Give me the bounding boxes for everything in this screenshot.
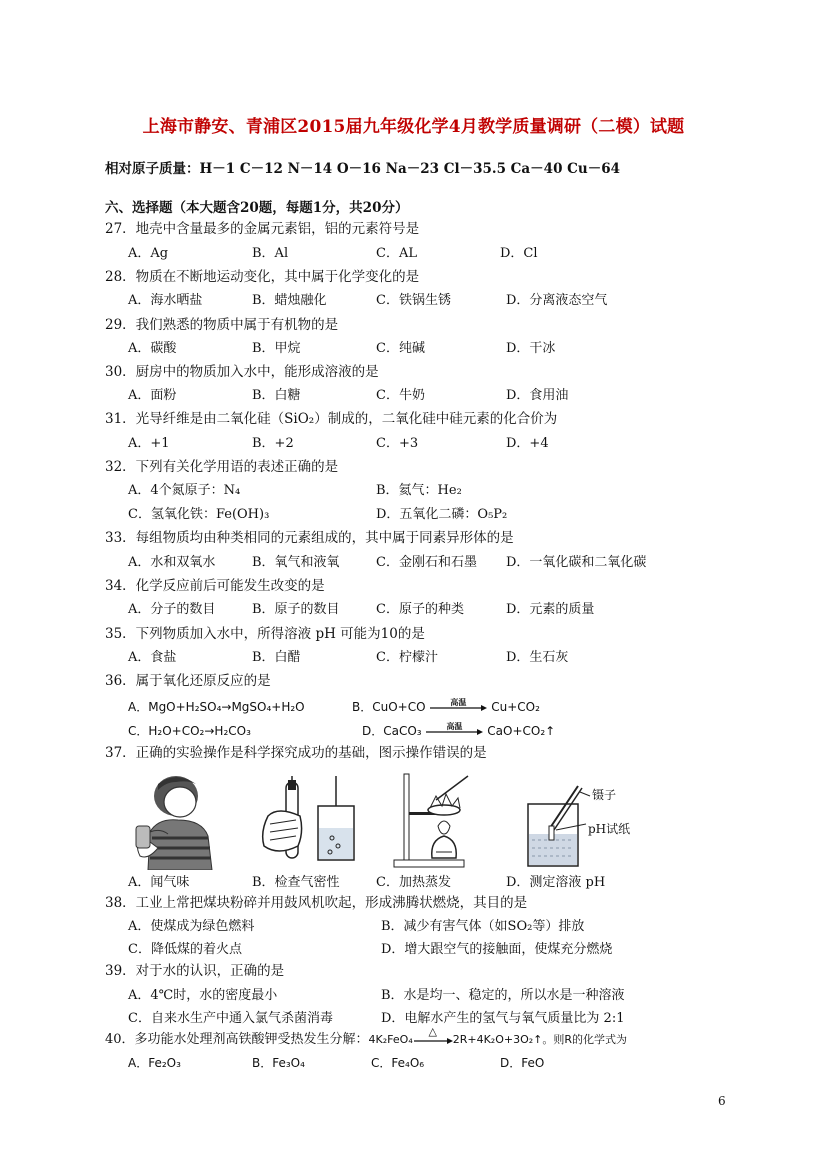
- q32-option-a: A．4个氮原子：N₄: [128, 483, 241, 498]
- q35-option-c: C．柠檬汁: [376, 650, 438, 665]
- q36-d-condition: 高温: [446, 722, 463, 731]
- q40-option-c: C．Fe₄O₆: [371, 1056, 425, 1070]
- q37-option-d: D．测定溶液 pH: [506, 875, 606, 890]
- q29-option-b: B．甲烷: [252, 341, 301, 356]
- q30-option-c: C．牛奶: [376, 388, 425, 403]
- q38-option-d: D．增大跟空气的接触面，使煤充分燃烧: [381, 942, 613, 957]
- question-38: 38．工业上常把煤块粉碎并用鼓风机吹起，形成沸腾状燃烧，其目的是: [105, 895, 528, 911]
- q36-option-a: [128, 698, 305, 716]
- reaction-arrow-icon: [429, 704, 487, 712]
- q31-option-c: C．+3: [376, 436, 419, 451]
- q36-c-products: H₂CO₃: [214, 724, 251, 738]
- q40-option-d: D．FeO: [500, 1056, 545, 1070]
- q29-option-a: A．碳酸: [128, 341, 177, 356]
- q40-heat-arrow: [413, 1025, 453, 1049]
- q36-b-condition: 高温: [450, 698, 467, 707]
- question-34: 34．化学反应前后可能发生改变的是: [105, 578, 325, 594]
- triangle-icon: △: [428, 1025, 437, 1038]
- q27-option-b: B．Al: [252, 246, 289, 261]
- arrow-icon: →: [221, 700, 232, 714]
- q31-option-a: A．+1: [128, 436, 170, 451]
- q27-option-a: A．Ag: [128, 246, 169, 261]
- q36-a-reactants: A．MgO+H₂SO₄: [128, 700, 222, 714]
- q34-option-c: C．原子的种类: [376, 602, 464, 617]
- reaction-arrow-icon: [425, 728, 483, 736]
- ph-paper-label: pH试纸: [588, 822, 631, 836]
- q35-option-d: D．生石灰: [506, 650, 569, 665]
- question-39: 39．对于水的认识，正确的是: [105, 963, 285, 979]
- q40-option-a: A．Fe₂O₃: [128, 1056, 181, 1070]
- q39-option-a: A．4℃时，水的密度最小: [128, 988, 278, 1003]
- question-31: 31．光导纤维是由二氧化硅（SiO₂）制成的，二氧化硅中硅元素的化合价为: [105, 411, 558, 427]
- q36-b-arrow: [429, 698, 487, 716]
- q33-option-d: D．一氧化碳和二氧化碳: [506, 555, 647, 570]
- question-35: 35．下列物质加入水中，所得溶液 pH 可能为10的是: [105, 626, 425, 642]
- q27-option-d: D．Cl: [500, 246, 538, 261]
- q31-option-d: D．+4: [506, 436, 549, 451]
- q40-stem-prefix: 40．多功能水处理剂高铁酸钾受热发生分解：: [105, 1032, 369, 1047]
- smelling-figure-icon: [128, 772, 223, 870]
- airtightness-figure-icon: [260, 776, 360, 866]
- q36-option-c: [128, 722, 251, 740]
- question-36: 36．属于氧化还原反应的是: [105, 673, 271, 689]
- q36-option-b: [352, 698, 540, 716]
- q36-c-reactants: C．H₂O+CO₂: [128, 724, 205, 738]
- q31-option-b: B．+2: [252, 436, 294, 451]
- question-40: [105, 1025, 628, 1049]
- q32-option-c: C．氢氧化铁：Fe(OH)₃: [128, 507, 270, 522]
- evaporation-figure-icon: [392, 770, 480, 870]
- q29-option-c: C．纯碱: [376, 341, 425, 356]
- q36-d-arrow: [425, 722, 483, 740]
- q30-option-b: B．白糖: [252, 388, 301, 403]
- question-33: 33．每组物质均由种类相同的元素组成的，其中属于同素异形体的是: [105, 530, 514, 546]
- q37-option-b: B．检查气密性: [252, 875, 340, 890]
- q36-a-products: MgSO₄+H₂O: [231, 700, 305, 714]
- q38-option-a: A．使煤成为绿色燃料: [128, 919, 255, 934]
- tweezers-label: 镊子: [592, 788, 617, 802]
- q40-equation-right: 2R+4K₂O+3O₂↑。则R的化学式为: [452, 1033, 628, 1046]
- q28-option-d: D．分离液态空气: [506, 293, 608, 308]
- page-title: 上海市静安、青浦区2015届九年级化学4月教学质量调研（二模）试题: [142, 117, 685, 137]
- q32-option-d: D．五氧化二磷：O₅P₂: [376, 507, 508, 522]
- q34-option-b: B．原子的数目: [252, 602, 340, 617]
- q28-option-c: C．铁锅生锈: [376, 293, 451, 308]
- q36-b-reactants: B．CuO+CO: [352, 700, 426, 714]
- q35-option-a: A．食盐: [128, 650, 177, 665]
- question-28: 28．物质在不断地运动变化，其中属于化学变化的是: [105, 269, 420, 285]
- reaction-arrow-icon: [413, 1037, 453, 1045]
- q36-option-d: [362, 722, 555, 740]
- q30-option-d: D．食用油: [506, 388, 569, 403]
- q40-option-b: B．Fe₃O₄: [252, 1056, 305, 1070]
- question-29: 29．我们熟悉的物质中属于有机物的是: [105, 317, 339, 333]
- atomic-masses: 相对原子质量：H－1 C－12 N－14 O－16 Na－23 Cl－35.5 Ca－40 Cu－64: [105, 161, 621, 177]
- q30-option-a: A．面粉: [128, 388, 177, 403]
- q33-option-a: A．水和双氧水: [128, 555, 216, 570]
- q39-option-c: C．自来水生产中通入氯气杀菌消毒: [128, 1011, 333, 1026]
- q29-option-d: D．干冰: [506, 341, 556, 356]
- q28-option-b: B．蜡烛融化: [252, 293, 327, 308]
- page-number: 6: [718, 1094, 726, 1108]
- q37-option-a: A．闻气味: [128, 875, 190, 890]
- q39-option-b: B．水是均一、稳定的，所以水是一种溶液: [381, 988, 625, 1003]
- question-30: 30．厨房中的物质加入水中，能形成溶液的是: [105, 364, 379, 380]
- q38-option-c: C．降低煤的着火点: [128, 942, 242, 957]
- q36-d-products: CaO+CO₂↑: [487, 724, 556, 738]
- question-27: 27．地壳中含量最多的金属元素铝，铝的元素符号是: [105, 221, 420, 237]
- q36-d-reactants: D．CaCO₃: [362, 724, 422, 738]
- q33-option-b: B．氧气和液氧: [252, 555, 340, 570]
- q34-option-a: A．分子的数目: [128, 602, 216, 617]
- q27-option-c: C．AL: [376, 246, 417, 261]
- q34-option-d: D．元素的质量: [506, 602, 595, 617]
- q37-option-c: C．加热蒸发: [376, 875, 451, 890]
- question-37: 37．正确的实验操作是科学探究成功的基础，图示操作错误的是: [105, 745, 487, 761]
- q38-option-b: B．减少有害气体（如SO₂等）排放: [381, 919, 585, 934]
- q28-option-a: A．海水晒盐: [128, 293, 203, 308]
- q35-option-b: B．白醋: [252, 650, 301, 665]
- arrow-icon: →: [204, 724, 215, 738]
- q33-option-c: C．金刚石和石墨: [376, 555, 477, 570]
- q39-option-d: D．电解水产生的氢气与氧气质量比为 2:1: [381, 1011, 625, 1026]
- question-32: 32．下列有关化学用语的表述正确的是: [105, 459, 339, 475]
- q36-b-products: Cu+CO₂: [491, 700, 540, 714]
- section-heading: 六、选择题（本大题含20题，每题1分，共20分）: [105, 200, 409, 216]
- q40-equation-left: 4K₂FeO₄: [368, 1033, 413, 1046]
- q32-option-b: B．氦气：He₂: [376, 483, 462, 498]
